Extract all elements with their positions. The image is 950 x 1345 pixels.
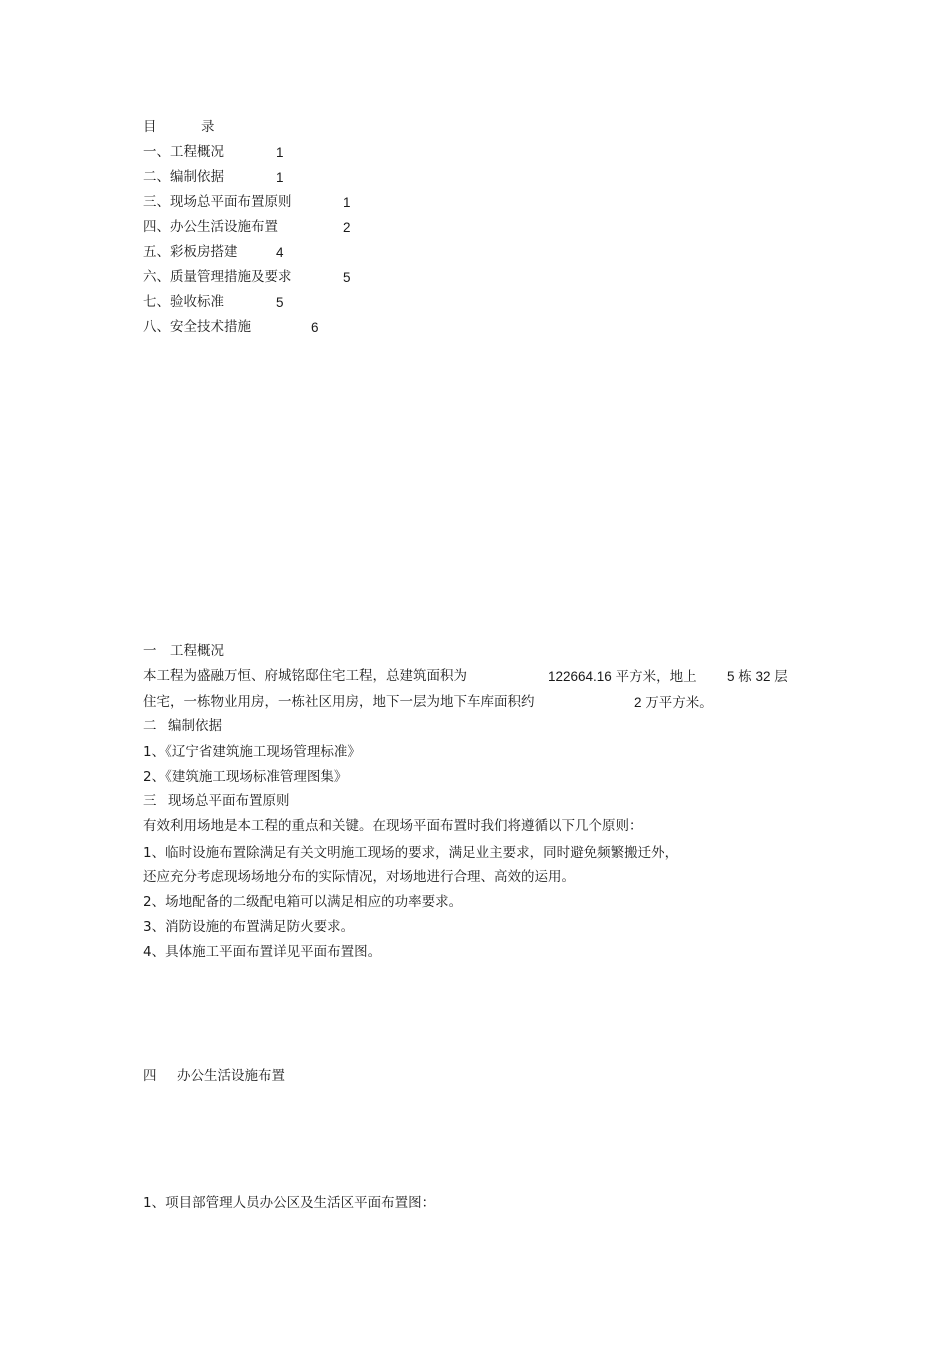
list-item: 1、项目部管理人员办公区及生活区平面布置图： (143, 1195, 436, 1211)
list-item: 2、场地配备的二级配电箱可以满足相应的功率要求。 (143, 894, 463, 910)
toc-entry-page: 4 (276, 245, 284, 260)
toc-entry-page: 1 (276, 170, 284, 185)
body-text: 122664.16 平方米，地上 (548, 669, 697, 684)
section-number: 四 (143, 1068, 157, 1084)
toc-entry-page: 5 (276, 295, 284, 310)
section-title: 现场总平面布置原则 (168, 793, 290, 809)
section-number: 二 (143, 718, 157, 734)
toc-entry-label: 四、办公生活设施布置 (143, 219, 278, 235)
toc-title-left: 目 (143, 119, 157, 135)
body-text: 还应充分考虑现场场地分布的实际情况，对场地进行合理、高效的运用。 (143, 869, 575, 885)
toc-entry-page: 5 (343, 270, 351, 285)
toc-entry-label: 五、彩板房搭建 (143, 244, 238, 260)
section-title: 工程概况 (170, 643, 224, 659)
body-text: 本工程为盛融万恒、府城铭邸住宅工程，总建筑面积为 (143, 668, 467, 684)
list-item: 1、临时设施布置除满足有关文明施工现场的要求，满足业主要求，同时避免频繁搬迁外， (143, 845, 679, 861)
list-item: 3、消防设施的布置满足防火要求。 (143, 919, 355, 935)
body-text: 5 栋 32 层 (727, 669, 788, 684)
toc-entry-label: 八、安全技术措施 (143, 319, 251, 335)
toc-entry-label: 三、现场总平面布置原则 (143, 194, 292, 210)
section-number: 一 (143, 643, 157, 659)
section-number: 三 (143, 793, 157, 809)
body-text: 2 万平方米。 (634, 695, 713, 710)
toc-entry-page: 1 (276, 145, 284, 160)
toc-entry-page: 6 (311, 320, 319, 335)
list-item: 1、《辽宁省建筑施工现场管理标准》 (143, 744, 361, 760)
toc-entry-label: 一、工程概况 (143, 144, 224, 160)
body-text: 有效利用场地是本工程的重点和关键。在现场平面布置时我们将遵循以下几个原则： (143, 818, 643, 834)
section-title: 编制依据 (168, 718, 222, 734)
section-title: 办公生活设施布置 (177, 1068, 285, 1084)
toc-entry-label: 二、编制依据 (143, 169, 224, 185)
toc-entry-page: 1 (343, 195, 351, 210)
body-text: 住宅，一栋物业用房，一栋社区用房，地下一层为地下车库面积约 (143, 694, 535, 710)
toc-entry-page: 2 (343, 220, 351, 235)
list-item: 2、《建筑施工现场标准管理图集》 (143, 769, 348, 785)
toc-title-right: 录 (201, 119, 215, 135)
toc-entry-label: 七、验收标准 (143, 294, 224, 310)
list-item: 4、具体施工平面布置详见平面布置图。 (143, 944, 382, 960)
toc-entry-label: 六、质量管理措施及要求 (143, 269, 292, 285)
